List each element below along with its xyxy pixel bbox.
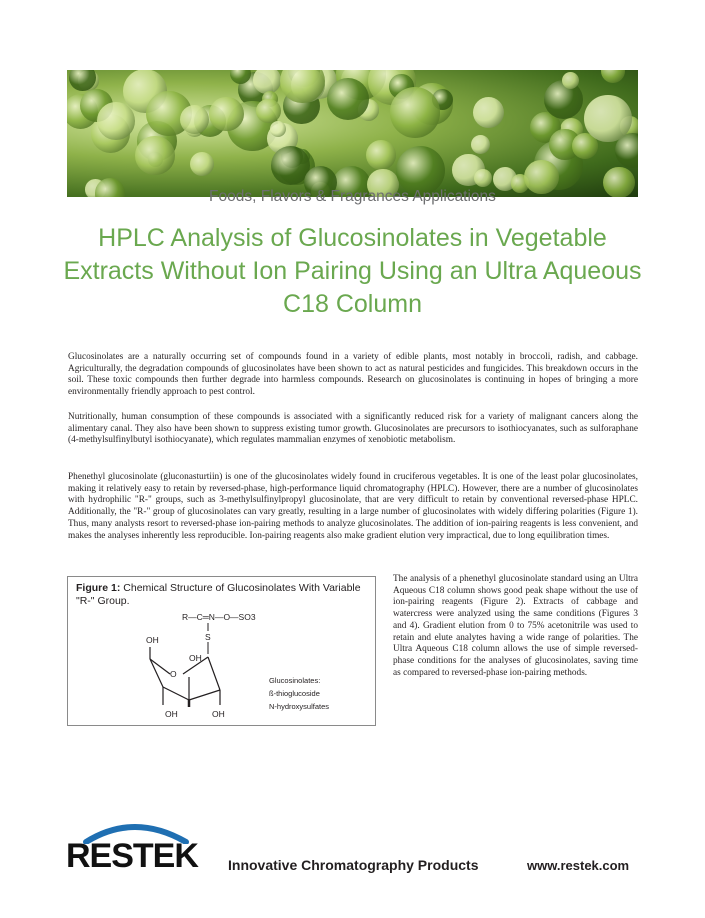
broccoli-floret (256, 99, 280, 123)
figure-1-box (67, 576, 376, 726)
website-link[interactable]: www.restek.com (527, 858, 630, 873)
broccoli-floret (209, 97, 243, 131)
oh-label-top-left: OH (146, 635, 159, 645)
broccoli-floret (471, 135, 490, 154)
broccoli-floret (366, 140, 396, 170)
broccoli-floret (601, 70, 625, 83)
restek-logo: RESTEK (66, 837, 198, 875)
glucosinolate-structure-diagram (68, 577, 377, 727)
oh-label-bottom-left: OH (165, 709, 178, 719)
pyranose-ring (150, 647, 220, 707)
paragraph-nutrition: Nutritionally, human consumption of these compounds is associated with a significantly reduced risk for a variety of malignant cancers along the alimentary canal. They also have been shown to suppress existing tumor growth. Glucosinolates are precursors to isothiocyanates, such as sulforaphane (4-methylsulfinylbutyl isothiocyanate), which regulates mammalian enzymes of xenobiotic metabolism. (68, 412, 638, 446)
oh-label-bottom-right: OH (212, 709, 225, 719)
broccoli-floret (135, 136, 174, 175)
broccoli-floret (473, 97, 504, 128)
broccoli-floret (474, 169, 493, 188)
paragraph-phenethyl: Phenethyl glucosinolate (gluconasturtiin) is one of the glucosinolates widely found in cruciferous vegetables. It is one of the least polar glucosinolates, making it relatively easy to retain by reversed-phase, high-performance liquid chromatography (HPLC). However, there are a number of glucosinolates with hydrophilic "R-" groups, such as 3-methylsulfinylpropyl glucosinolate, that are very difficult to retain by conventional reversed-phase HPLC. Additionally, the "R-" group of glucosinolates can vary greatly, resulting in a large number of glucosinolates with widely differing polarities (Figure 1). Thus, many analysts resort to reversed-phase ion-pairing methods to analyze glucosinolates. The addition of ion-pairing reagents is less convenient, and makes the analyses inherently less reproducible. Ion-pairing reagents also make gradient elution very impractical, due to long equilibration times. (68, 472, 638, 541)
broccoli-header-image (67, 70, 638, 197)
s-atom-label: S (205, 632, 211, 642)
legend-line-1: Glucosinolates: (269, 676, 321, 685)
broccoli-floret (97, 102, 135, 140)
broccoli-floret (562, 72, 579, 89)
ring-oxygen-label: O (170, 669, 177, 679)
legend-line-2: ß-thioglucoside (269, 689, 320, 698)
broccoli-floret (327, 78, 369, 120)
paragraph-analysis: The analysis of a phenethyl glucosinolate standard using an Ultra Aqueous C18 column shows good peak shape without the use of ion-pairing reagents (Figure 2). Extracts of cabbage and watercress were analyzed using the same conditions (Figures 3 and 4). Gradient elution from 0 to 75% acetonitrile was used to retain and elute analytes having a wide range of polarities. The Ultra Aqueous C18 column allows the use of simple reversed-phase conditions for the analyses of glucosinolates, saving time as compared to reversed-phase ion-pairing methods. (393, 574, 638, 678)
figure-label: Figure 1: (76, 582, 121, 594)
broccoli-floret (190, 152, 214, 176)
broccoli-floret (584, 95, 632, 143)
legend-line-3: N-hydroxysulfates (269, 702, 330, 711)
chain-label: R—C═N—O—SO3 (182, 612, 256, 622)
broccoli-floret (270, 121, 286, 137)
category-heading: Foods, Flavors & Fragrances Applications (209, 188, 496, 205)
page-title: HPLC Analysis of Glucosinolates in Vegetable Extracts Without Ion Pairing Using an Ultra Aqueous C18 Column (63, 224, 642, 318)
broccoli-floret (253, 70, 280, 94)
footer-tagline: Innovative Chromatography Products (228, 857, 479, 873)
oh-label-top-right: OH (189, 653, 202, 663)
paragraph-intro: Glucosinolates are a naturally occurring set of compounds found in a variety of edible plants, most notably in broccoli, radish, and cabbage. Agriculturally, the degradation compounds of glucosinolates have been shown to act as natural pesticides and fungicides. This breakdown occurs in the soil. These toxic compounds then further degrade into harmless compounds. Research on glucosinolates is continuing in hopes of bringing a more environmentally friendly approach to pest control. (68, 352, 638, 398)
broccoli-floret (390, 87, 441, 138)
figure-caption-text: Chemical Structure of Glucosinolates With Variable "R-" Group. (76, 582, 361, 607)
